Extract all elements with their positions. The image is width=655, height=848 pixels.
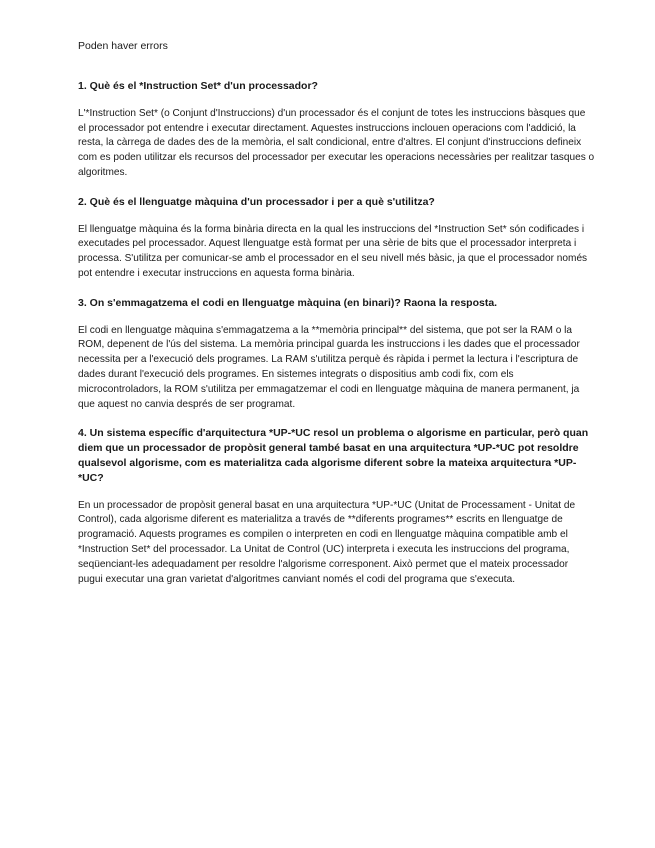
question-3: 3. On s'emmagatzema el codi en llenguatge màquina (en binari)? Raona la resposta. [78,296,498,309]
answer-3: El codi en llenguatge màquina s'emmagatzema a la **memòria principal** del sistema, que pot ser la RAM o la ROM, depenent de l'ús del sistema. La memòria principal guarda les instruccions i les dades que el processador necessita per a l'execució dels programes. La RAM s'utilitza perquè és ràpida i permet la lectura i l'escriptura de dades durant l'execució dels programes. En sistemes integrats o dispositius amb codi fix, com els microcontroladors, la ROM s'utilitza per emmagatzemar el codi en llenguatge màquina de manera permanent, ja que aquest no canvia després de ser programat. [78,324,580,410]
answer-4: En un processador de propòsit general basat en una arquitectura *UP-*UC (Unitat de Processament - Unitat de Control), cada algorisme diferent es materialitza a través de **diferents programes** escrits en llenguatge de programació. Aquests programes es compilen o interpreten en codi en llenguatge màquina compatible amb el *Instruction Set* del processador. La Unitat de Control (UC) interpreta i executa les instruccions del programa, seqüenciant-les adequadament per resoldre l'algorisme corresponent. Això permet que el mateix processador pugui executar una gran varietat d'algoritmes canviant només el codi del programa que s'executa. [78,499,576,585]
question-1: 1. Què és el *Instruction Set* d'un processador? [78,80,318,92]
disclaimer-note: Poden haver errors [78,40,168,52]
answer-1: L'*Instruction Set* (o Conjunt d'Instruccions) d'un processador és el conjunt de totes les instruccions bàsques que el processador pot entendre i executar directament. Aquestes instruccions inclouen operacions com l'addició, la resta, la càrrega de dades des de la memòria, el salt condicional, entre d'altres. El conjunt d'instruccions defineix com es poden utilitzar els recursos del processador per executar les operacions necessàries per realitzar tasques o algoritmes. [78,107,595,178]
question-4: 4. Un sistema específic d'arquitectura *UP-*UC resol un problema o algorisme en particular, però quan diem que un processador de propòsit general també basat en una arquitectura *UP-*UC pot resoldre qualsevol algorisme, com es materialitza cada algorisme diferent sobre la mateixa arquitectura *UP-*UC? [78,427,589,484]
answer-2: El llenguatge màquina és la forma binària directa en la qual les instruccions del *Instruction Set* són codificades i executades pel processador. Aquest llenguatge està format per una sèrie de bits que el processador interpreta i processa. S'utilitza per comunicar-se amb el processador en el seu nivell més bàsic, ja que el processador només pot entendre i executar instruccions en aquesta forma binària. [78,223,588,279]
question-2: 2. Què és el llenguatge màquina d'un processador i per a què s'utilitza? [78,195,435,208]
